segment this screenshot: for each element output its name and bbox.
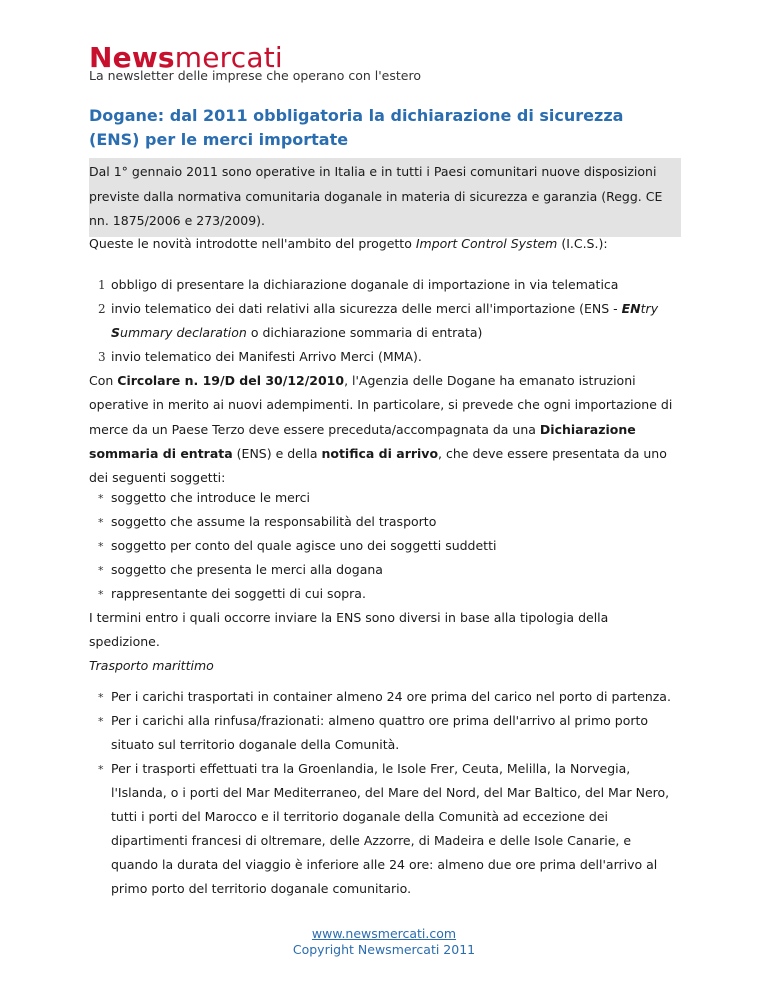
list-item	[89, 709, 679, 757]
list-item-text: obbligo di presentare la dichiarazione doganale di importazione in via telematica	[111, 277, 619, 292]
dichiarazione-bold: Dichiarazione sommaria di entrata	[89, 421, 636, 461]
list-number: 1	[98, 278, 106, 292]
website-link[interactable]: www.newsmercati.com	[311, 926, 457, 941]
tagline: La newsletter delle imprese che operano con l'estero	[89, 68, 421, 83]
list-item-text: invio telematico dei Manifesti Arrivo Merci (MMA).	[111, 349, 422, 364]
brand-bold: News	[89, 41, 175, 74]
brand-rest: mercati	[174, 41, 283, 74]
ens-s-bold: S	[111, 325, 121, 340]
bullet-marker: *	[98, 564, 104, 577]
bullet-marker: *	[98, 763, 104, 776]
list-item-text: Per i carichi alla rinfusa/frazionati: almeno quattro ore prima dell'arrivo al primo porto situato sul territorio doganale della Comunità.	[111, 713, 649, 752]
list-item	[89, 558, 679, 582]
p2-c: , l'Agenzia delle Dogane ha emanato istruzioni operative in merito ai nuovi adempimenti. In particolare, si prevede che ogni importazione di merce da un Paese Terzo deve essere preceduta/accompagnata da una	[89, 373, 673, 437]
paragraph-ics	[89, 232, 679, 256]
list-item-text: soggetto che presenta le merci alla dogana	[111, 562, 383, 577]
list-item	[89, 273, 679, 297]
list-item-text: soggetto che assume la responsabilità del trasporto	[111, 514, 437, 529]
intro-box: Dal 1° gennaio 2011 sono operative in Italia e in tutti i Paesi comunitari nuove disposizioni previste dalla normativa comunitaria doganale in materia di sicurezza e garanzia (Regg. CE nn. 1875/2006 e 273/2009).	[89, 158, 681, 237]
p1-text-end: (I.C.S.):	[557, 236, 608, 251]
page-footer	[89, 926, 679, 958]
list-item	[89, 534, 679, 558]
subheading-maritime: Trasporto marittimo	[89, 658, 214, 673]
list-item-text: invio telematico dei dati relativi alla sicurezza delle merci all'importazione (ENS -	[111, 301, 622, 316]
list-item-text: Per i trasporti effettuati tra la Groenlandia, le Isole Frer, Ceuta, Melilla, la Norvegia, l'Islanda, o i porti del Mar Mediterraneo, del Mare del Nord, del Mar Baltico, del Mar Nero, tutti i porti del Marocco e il territorio doganale della Comunità ad eccezione dei dipartimenti francesi di oltremare, delle Azzorre, di Madeira e delle Isole Canarie, e quando la durata del viaggio è inferiore alle 24 ore: almeno due ore prima dell'arrivo al primo porto del territorio doganale comunitario.	[111, 761, 670, 896]
list-item-text-end: o dichiarazione sommaria di entrata)	[246, 325, 483, 340]
list-item-text: rappresentante dei soggetti di cui sopra.	[111, 586, 366, 601]
maritime-list	[89, 685, 679, 901]
list-item	[89, 582, 679, 606]
paragraph-termini: I termini entro i quali occorre inviare la ENS sono diversi in base alla tipologia della spedizione.	[89, 610, 609, 650]
bullet-marker: *	[98, 492, 104, 505]
circolare-ref: Circolare n. 19/D del 30/12/2010	[117, 373, 345, 388]
bullet-marker: *	[98, 588, 104, 601]
paragraph-circolare	[89, 369, 679, 490]
p2-g: , che deve essere presentata da uno dei seguenti soggetti:	[89, 445, 667, 486]
bullet-marker: *	[98, 715, 104, 728]
list-item	[89, 345, 679, 369]
p1-text: Queste le novità introdotte nell'ambito del progetto	[89, 236, 416, 251]
ens-en-rest: try	[640, 301, 659, 316]
list-number: 2	[98, 302, 106, 316]
list-item-text: soggetto che introduce le merci	[111, 490, 311, 505]
list-item	[89, 486, 679, 510]
list-item	[89, 685, 679, 709]
list-item	[89, 757, 679, 901]
p2-a: Con	[89, 373, 118, 388]
notifica-bold: notifica di arrivo	[321, 445, 439, 461]
list-item-text: soggetto per conto del quale agisce uno dei soggetti suddetti	[111, 538, 497, 553]
p1-emphasis: Import Control System	[415, 236, 558, 251]
article-title: Dogane: dal 2011 obbligatoria la dichiarazione di sicurezza (ENS) per le merci importate	[89, 106, 624, 149]
list-item	[89, 510, 679, 534]
list-item-text: Per i carichi trasportati in container almeno 24 ore prima del carico nel porto di partenza.	[111, 689, 671, 704]
numbered-list	[89, 273, 679, 369]
p2-e: (ENS) e della	[232, 445, 322, 461]
bullet-marker: *	[98, 516, 104, 529]
list-number: 3	[98, 350, 106, 364]
subjects-list	[89, 486, 679, 606]
bullet-marker: *	[98, 691, 104, 704]
list-item	[89, 297, 679, 345]
ens-en-bold: EN	[621, 301, 641, 316]
copyright-text: Copyright Newsmercati 2011	[292, 942, 476, 957]
bullet-marker: *	[98, 540, 104, 553]
ens-s-rest: ummary declaration	[120, 325, 247, 340]
